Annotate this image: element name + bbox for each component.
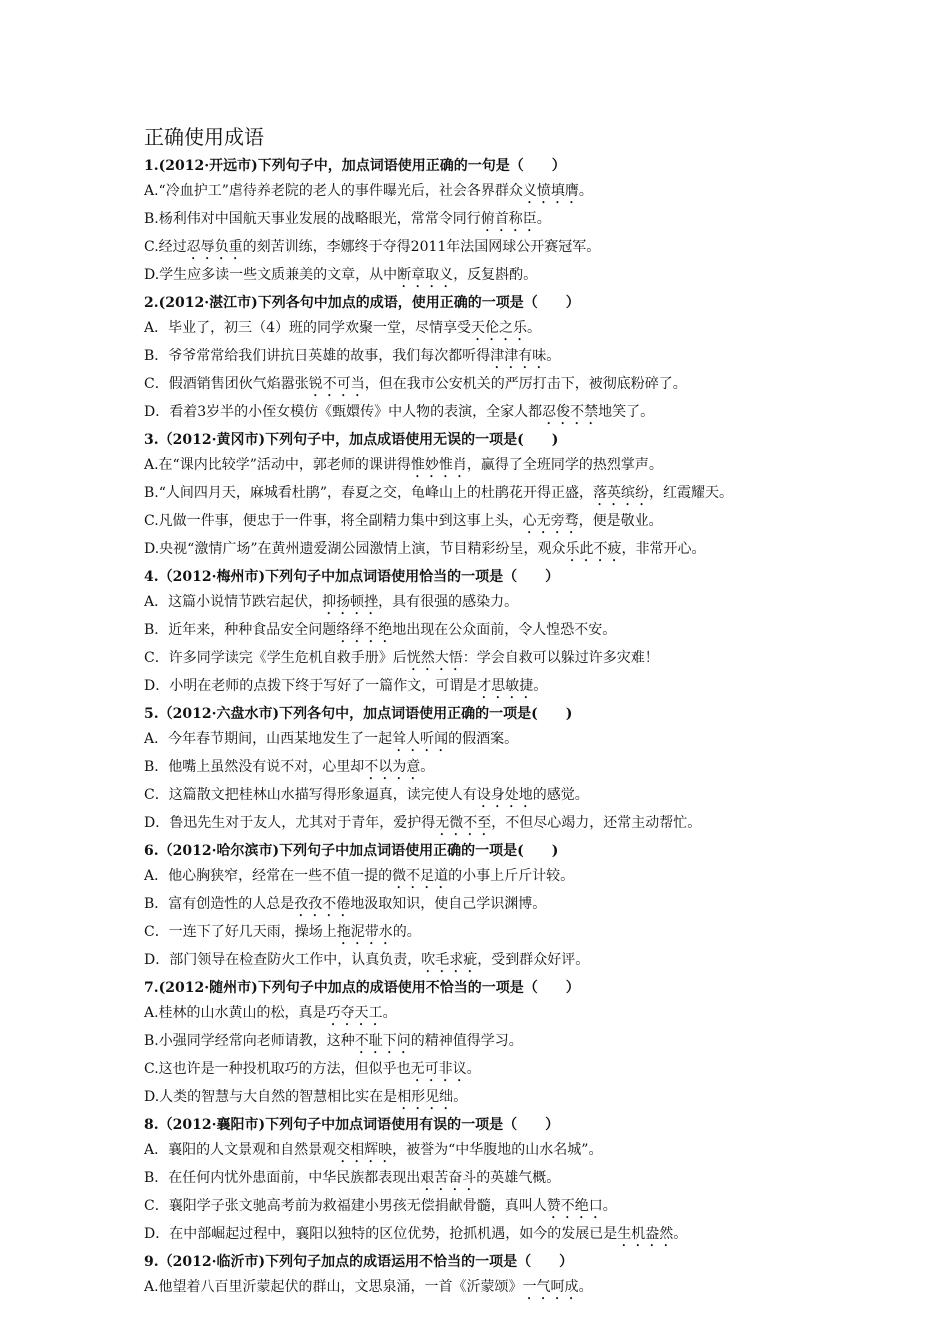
answer-option xyxy=(144,509,824,537)
emphasized-idiom: 耸人听闻 xyxy=(392,731,449,747)
option-text: D．在中部崛起过程中，襄阳以独特的区位优势，抢抓机遇，如今的发展已是 xyxy=(144,1226,618,1242)
option-text: A．襄阳的人文景观和自然景观 xyxy=(144,1142,337,1158)
option-text: 。 xyxy=(673,1226,688,1242)
answer-option xyxy=(144,344,824,372)
option-text: ，便是敬业。 xyxy=(578,513,663,529)
option-text: C．一连下了好几天雨，操场上 xyxy=(144,924,337,940)
option-text: 地出现在公众面前，令人惶恐不安。 xyxy=(392,622,617,638)
emphasized-idiom: 生机盎然 xyxy=(617,1226,674,1242)
option-text: ，反复斟酌。 xyxy=(453,267,538,283)
option-text: C．假酒销售团伙气焰嚣张 xyxy=(144,376,309,392)
question-block xyxy=(144,1250,824,1303)
emphasized-idiom: 无微不至 xyxy=(435,815,492,831)
question-stem: 3.（2012·黄冈市)下列句子中，加点成语使用无误的一项是( ) xyxy=(144,432,559,448)
answer-option xyxy=(144,372,824,400)
option-text: 。 xyxy=(533,678,548,694)
emphasized-idiom: 孜孜不倦 xyxy=(294,896,351,912)
answer-option xyxy=(144,481,824,509)
answer-option xyxy=(144,646,824,674)
answer-option xyxy=(144,235,824,263)
question-block xyxy=(144,1113,824,1250)
answer-option xyxy=(144,400,824,428)
option-text: B.“人间四月天，麻城看杜鹃”，春夏之交，龟峰山上的杜鹃花开得正盛， xyxy=(144,485,594,501)
option-text: D．看着3岁半的小侄女模仿《甄嬛传》中人物的表演，全家人都 xyxy=(144,404,543,420)
option-text: 。 xyxy=(382,1005,397,1021)
emphasized-idiom: 交相辉映 xyxy=(336,1142,393,1158)
emphasized-idiom: 不耻下问 xyxy=(354,1033,411,1049)
option-text: ，非常开心。 xyxy=(621,541,706,557)
answer-option xyxy=(144,207,824,235)
option-text: ，被誉为“中华腹地的山水名城”。 xyxy=(392,1142,603,1158)
option-text: B．富有创造性的人总是 xyxy=(144,896,295,912)
emphasized-idiom: 抑扬顿挫 xyxy=(322,594,379,610)
option-text: 。 xyxy=(420,759,435,775)
option-text: B．爷爷常常给我们讲抗日英雄的故事，我们每次都听得 xyxy=(144,348,491,364)
option-text: 的精神值得学习。 xyxy=(410,1033,523,1049)
emphasized-idiom: 天伦之乐 xyxy=(471,320,528,336)
option-text: D.人类的智慧与大自然的智慧相比实在是 xyxy=(144,1089,398,1105)
option-text: A.他望着八百里沂蒙起伏的群山，文思泉涌，一首《沂蒙颂》 xyxy=(144,1279,523,1295)
answer-option xyxy=(144,1001,824,1029)
emphasized-idiom: 相形见绌 xyxy=(397,1089,454,1105)
emphasized-idiom: 设身处地 xyxy=(476,787,533,803)
emphasized-idiom: 拖泥带水 xyxy=(336,924,393,940)
question-stem: 5.（2012·六盘水市)下列各句中，加点词语使用正确的一项是( ) xyxy=(144,706,573,722)
option-text: D.学生应多读一些文质兼美的文章，从中 xyxy=(144,267,398,283)
answer-option xyxy=(144,674,824,702)
option-text: 的。 xyxy=(392,924,421,940)
option-text: 。 xyxy=(546,348,561,364)
option-text: B.杨利伟对中国航天事业发展的战略眼光，常常令同行 xyxy=(144,211,481,227)
answer-option xyxy=(144,727,824,755)
option-text: A.“冷血护工”虐待养老院的老人的事件曝光后，社会各界群众 xyxy=(144,183,523,199)
emphasized-idiom: 一气呵成 xyxy=(522,1279,579,1295)
option-text: D．部门领导在检查防火工作中，认真负责， xyxy=(144,952,422,968)
answer-option xyxy=(144,1029,824,1057)
option-text: B．在任何内忧外患面前，中华民族都表现出 xyxy=(144,1170,421,1186)
option-text: A．毕业了，初三（4）班的同学欢聚一堂，尽情享受 xyxy=(144,320,472,336)
emphasized-idiom: 艰苦奋斗 xyxy=(420,1170,477,1186)
option-text: A．他心胸狭窄，经常在一些不值一提的 xyxy=(144,868,393,884)
option-text: C.这也许是一种投机取巧的方法，但似乎也 xyxy=(144,1061,411,1077)
option-text: ，红霞耀天。 xyxy=(649,485,734,501)
answer-option xyxy=(144,537,824,565)
answer-option xyxy=(144,453,824,481)
document-title: 正确使用成语 xyxy=(144,125,264,149)
emphasized-idiom: 锐不可当 xyxy=(308,376,365,392)
option-text: B．近年来，种种食品安全问题 xyxy=(144,622,337,638)
option-text: 。 xyxy=(578,183,593,199)
emphasized-idiom: 不以为意 xyxy=(364,759,421,775)
option-text: ，不但尽心竭力，还常主动帮忙。 xyxy=(491,815,702,831)
answer-option xyxy=(144,811,824,839)
option-text: D．鲁迅先生对于友人，尤其对于青年，爱护得 xyxy=(144,815,436,831)
question-block xyxy=(144,839,824,976)
option-text: 。 xyxy=(602,1198,617,1214)
answer-option xyxy=(144,1222,824,1250)
option-text: ：学会自救可以躲过许多灾难！ xyxy=(462,650,659,666)
emphasized-idiom: 落英缤纷 xyxy=(593,485,650,501)
emphasized-idiom: 赞不绝口 xyxy=(546,1198,603,1214)
answer-option xyxy=(144,1057,824,1085)
question-block xyxy=(144,976,824,1113)
option-text: 。 xyxy=(453,1089,468,1105)
option-text: 。 xyxy=(527,320,542,336)
option-text: C．许多同学读完《学生危机自救手册》后 xyxy=(144,650,407,666)
question-stem: 8.（2012·襄阳市)下列句子中加点词语使用有误的一项是（ ） xyxy=(144,1117,560,1133)
emphasized-idiom: 恍然大悟 xyxy=(406,650,463,666)
emphasized-idiom: 义愤填膺 xyxy=(522,183,579,199)
option-text: 。 xyxy=(466,1061,481,1077)
option-text: B．他嘴上虽然没有说不对，心里却 xyxy=(144,759,365,775)
option-text: D.央视“激情广场”在黄州遗爱湖公园激情上演，节目精彩纷呈，观众 xyxy=(144,541,566,557)
emphasized-idiom: 微不足道 xyxy=(392,868,449,884)
question-stem: 1.(2012·开远市)下列句子中，加点词语使用正确的一句是（ ） xyxy=(144,158,566,174)
question-block xyxy=(144,565,824,702)
question-stem: 2.(2012·湛江市)下列各句中加点的成语，使用正确的一项是（ ） xyxy=(144,295,580,311)
option-text: A．今年春节期间，山西某地发生了一起 xyxy=(144,731,393,747)
answer-option xyxy=(144,1138,824,1166)
option-text: ，受到群众好评。 xyxy=(477,952,590,968)
question-block xyxy=(144,702,824,839)
emphasized-idiom: 津津有味 xyxy=(490,348,547,364)
option-text: ，但在我市公安机关的严厉打击下，被彻底粉碎了。 xyxy=(364,376,687,392)
option-text: B.小强同学经常向老师请教，这种 xyxy=(144,1033,355,1049)
emphasized-idiom: 巧夺天工 xyxy=(326,1005,383,1021)
option-text: 的小事上斤斤计较。 xyxy=(448,868,575,884)
option-text: ，赢得了全班同学的热烈掌声。 xyxy=(466,457,663,473)
question-stem: 6.（2012·哈尔滨市)下列句子中加点词语使用正确的一项是( ) xyxy=(144,843,559,859)
emphasized-idiom: 忍俊不禁 xyxy=(542,404,599,420)
option-text: 地汲取知识，使自己学识渊博。 xyxy=(350,896,547,912)
option-text: D．小明在老师的点拨下终于写好了一篇作文，可谓是 xyxy=(144,678,478,694)
option-text: ，具有很强的感染力。 xyxy=(378,594,519,610)
emphasized-idiom: 惟妙惟肖 xyxy=(410,457,467,473)
answer-option xyxy=(144,263,824,291)
answer-option xyxy=(144,590,824,618)
emphasized-idiom: 才思敏捷 xyxy=(477,678,534,694)
answer-option xyxy=(144,1275,824,1303)
option-text: A.桂林的山水黄山的松，真是 xyxy=(144,1005,327,1021)
emphasized-idiom: 心无旁骛 xyxy=(522,513,579,529)
answer-option xyxy=(144,864,824,892)
answer-option xyxy=(144,783,824,811)
option-text: C.凡做一件事，便忠于一件事，将全副精力集中到这事上头， xyxy=(144,513,523,529)
answer-option xyxy=(144,179,824,207)
emphasized-idiom: 无可非议 xyxy=(410,1061,467,1077)
option-text: C．这篇散文把桂林山水描写得形象逼真，读完使人有 xyxy=(144,787,477,803)
answer-option xyxy=(144,1194,824,1222)
answer-option xyxy=(144,1085,824,1113)
option-text: 的感觉。 xyxy=(532,787,589,803)
question-block xyxy=(144,428,824,565)
question-stem: 4.（2012·梅州市)下列句子中加点词语使用恰当的一项是（ ） xyxy=(144,569,560,585)
option-text: A．这篇小说情节跌宕起伏， xyxy=(144,594,323,610)
option-text: C.经过 xyxy=(144,239,187,255)
option-text: 的英雄气概。 xyxy=(476,1170,561,1186)
emphasized-idiom: 吹毛求疵 xyxy=(421,952,478,968)
emphasized-idiom: 乐此不疲 xyxy=(565,541,622,557)
emphasized-idiom: 断章取义 xyxy=(397,267,454,283)
answer-option xyxy=(144,316,824,344)
document-page xyxy=(144,122,824,1303)
emphasized-idiom: 俯首称臣 xyxy=(480,211,537,227)
option-text: C．襄阳学子张文驰高考前为救福建小男孩无偿捐献骨髓，真叫人 xyxy=(144,1198,547,1214)
question-block xyxy=(144,291,824,428)
option-text: 。 xyxy=(536,211,551,227)
answer-option xyxy=(144,920,824,948)
question-list xyxy=(144,154,824,1303)
option-text: 的刻苦训练，李娜终于夺得2011年法国网球公开赛冠军。 xyxy=(242,239,601,255)
question-block xyxy=(144,154,824,291)
answer-option xyxy=(144,948,824,976)
option-text: 的假酒案。 xyxy=(448,731,519,747)
emphasized-idiom: 络绎不绝 xyxy=(336,622,393,638)
option-text: 地笑了。 xyxy=(598,404,655,420)
answer-option xyxy=(144,1166,824,1194)
answer-option xyxy=(144,755,824,783)
answer-option xyxy=(144,618,824,646)
option-text: 。 xyxy=(578,1279,593,1295)
question-stem: 7.(2012·随州市)下列句子中加点的成语使用不恰当的一项是（ ） xyxy=(144,980,580,996)
option-text: A.在“课内比较学”活动中，郭老师的课讲得 xyxy=(144,457,411,473)
emphasized-idiom: 忍辱负重 xyxy=(186,239,243,255)
answer-option xyxy=(144,892,824,920)
question-stem: 9.（2012·临沂市)下列句子加点的成语运用不恰当的一项是（ ） xyxy=(144,1254,574,1270)
